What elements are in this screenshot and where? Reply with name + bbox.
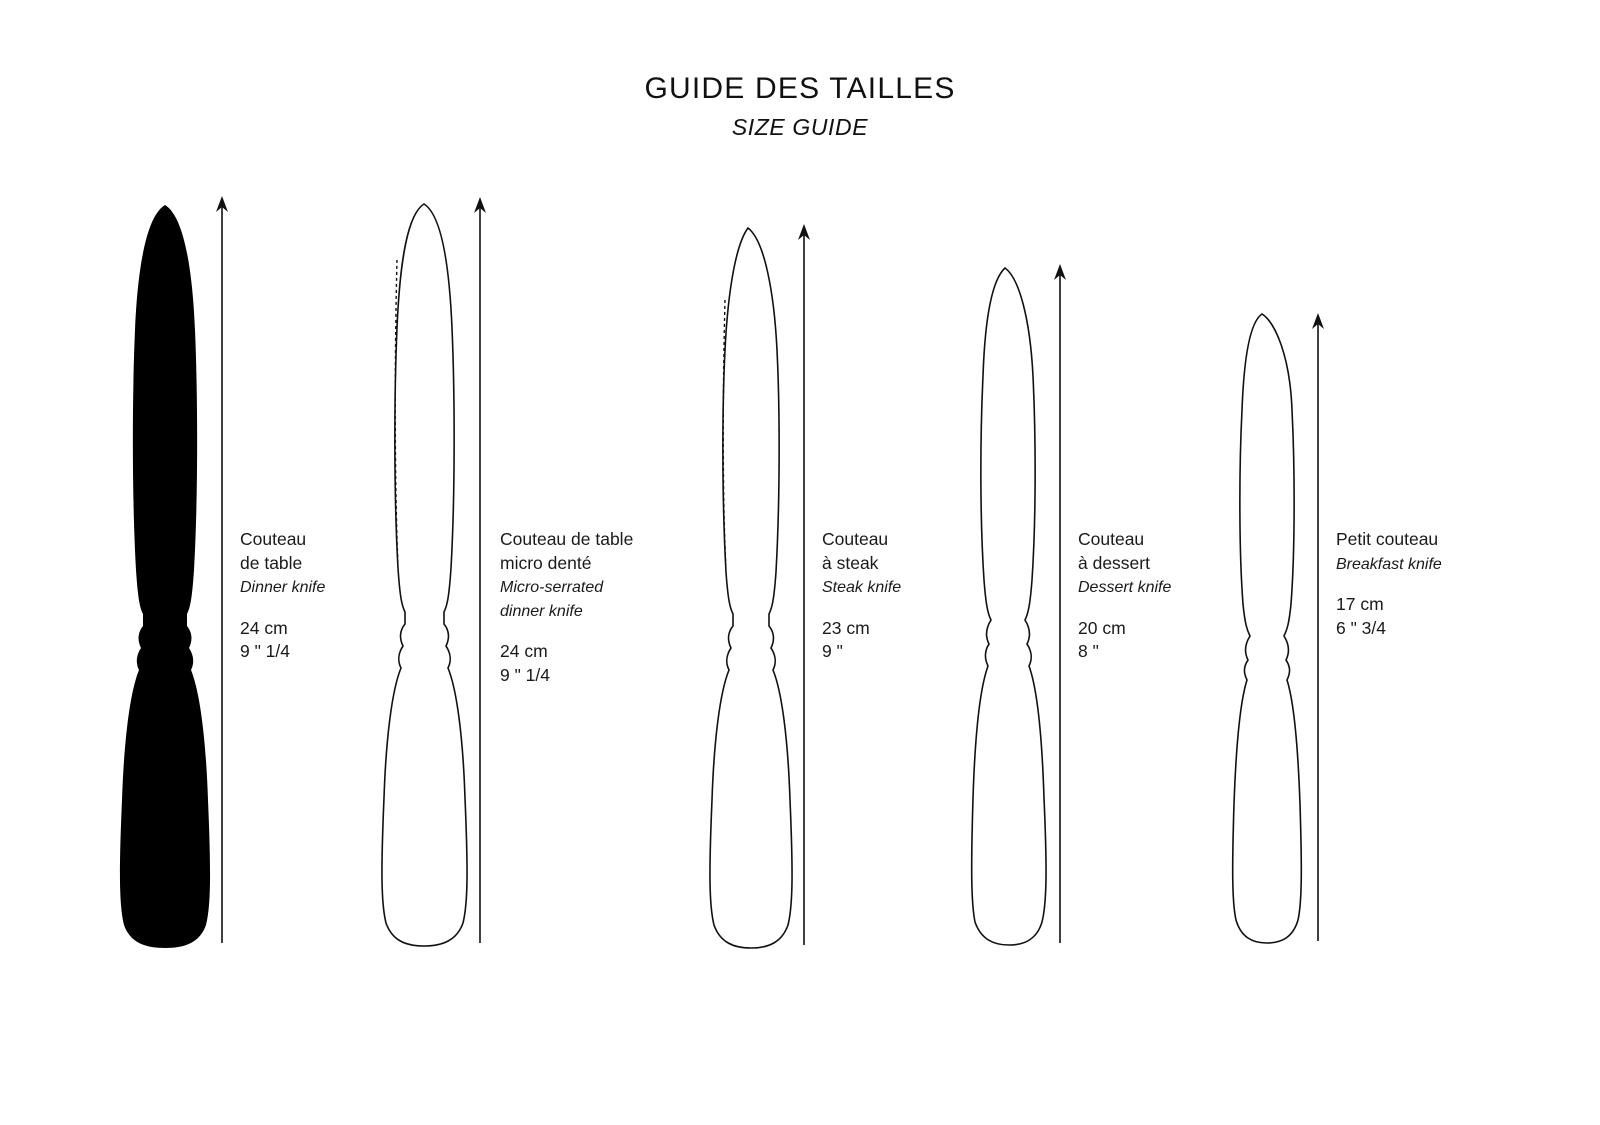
dessert-knife-size-cm: 20 cm xyxy=(1078,617,1126,638)
dinner-knife-name-fr-1: Couteau xyxy=(240,529,307,549)
page-title-en: SIZE GUIDE xyxy=(731,114,869,140)
micro-serrated-knife-caption xyxy=(500,528,633,688)
dinner-knife-size-in: 9 " 1/4 xyxy=(240,641,290,662)
steak-knife-name-en: Steak knife xyxy=(822,579,902,597)
breakfast-knife-measure-arrow xyxy=(1298,0,1338,1125)
steak-knife-caption xyxy=(822,528,901,664)
knife-group-breakfast-knife xyxy=(1228,0,1442,1125)
knife-group-micro-serrated-knife xyxy=(372,0,634,1125)
steak-knife-name-fr-1: Couteau xyxy=(822,529,889,549)
dinner-knife-measure-arrow xyxy=(202,0,242,1125)
dessert-knife-name-fr-2: à dessert xyxy=(1078,552,1150,573)
micro-serrated-knife-measure-arrow xyxy=(460,0,500,1125)
micro-serrated-knife-name-fr-1: Couteau de table xyxy=(500,529,634,549)
micro-serrated-knife-name-en-1: Micro-serrated xyxy=(500,579,604,597)
micro-serrated-knife-name-fr-2: micro denté xyxy=(500,552,592,573)
dessert-knife-name-fr-1: Couteau xyxy=(1078,529,1145,549)
breakfast-knife-size-cm: 17 cm xyxy=(1336,594,1384,615)
dessert-knife-size-in: 8 " xyxy=(1078,641,1099,662)
breakfast-knife-caption xyxy=(1336,528,1442,640)
dessert-knife-caption xyxy=(1078,528,1171,664)
breakfast-knife-size-in: 6 " 3/4 xyxy=(1336,617,1386,638)
dessert-knife-name-en: Dessert knife xyxy=(1078,579,1172,597)
steak-knife-size-cm: 23 cm xyxy=(822,617,870,638)
breakfast-knife-name-fr-1: Petit couteau xyxy=(1336,529,1439,549)
steak-knife-measure-arrow xyxy=(784,0,824,1125)
dinner-knife-size-cm: 24 cm xyxy=(240,617,288,638)
knife-group-dinner-knife xyxy=(110,0,326,1125)
dinner-knife-name-fr-2: de table xyxy=(240,552,303,573)
dessert-knife-measure-arrow xyxy=(1040,0,1080,1125)
micro-serrated-knife-size-cm: 24 cm xyxy=(500,641,548,662)
steak-knife-size-in: 9 " xyxy=(822,641,843,662)
micro-serrated-knife-name-en-2: dinner knife xyxy=(500,602,583,620)
steak-knife-name-fr-2: à steak xyxy=(822,552,879,573)
page-title-fr: GUIDE DES TAILLES xyxy=(644,72,956,105)
dinner-knife-name-en: Dinner knife xyxy=(240,579,326,597)
dinner-knife-caption xyxy=(240,528,325,664)
micro-serrated-knife-size-in: 9 " 1/4 xyxy=(500,665,550,686)
knife-group-dessert-knife xyxy=(962,0,1172,1125)
breakfast-knife-name-en: Breakfast knife xyxy=(1336,555,1442,573)
